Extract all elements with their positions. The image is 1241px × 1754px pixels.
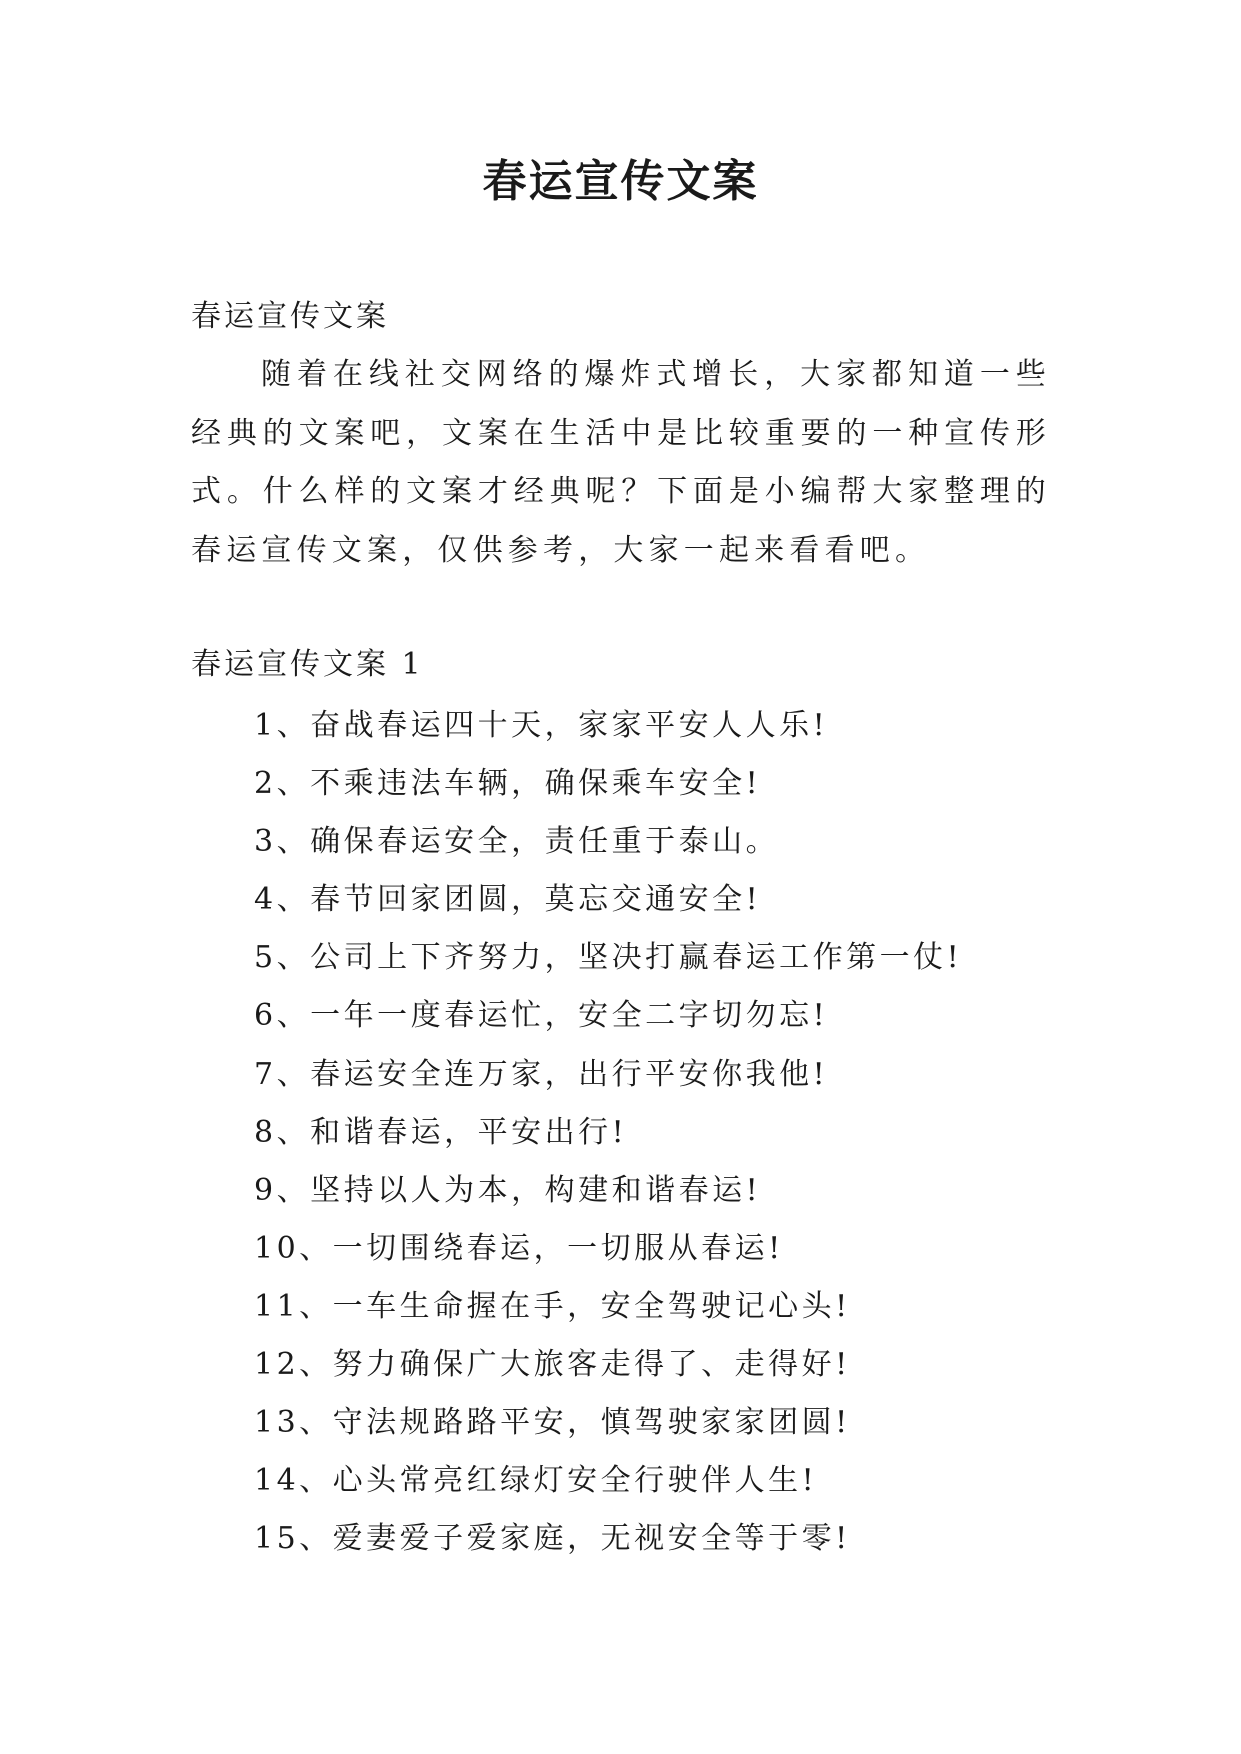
slogan-list xyxy=(254,697,962,1568)
list-item: 10、一切围绕春运，一切服从春运! xyxy=(254,1230,784,1266)
document-subtitle: 春运宣传文案 xyxy=(191,299,389,334)
list-item: 8、和谐春运，平安出行! xyxy=(254,1114,628,1150)
list-item: 9、坚持以人为本，构建和谐春运! xyxy=(254,1172,762,1208)
list-item: 4、春节回家团圆，莫忘交通安全! xyxy=(254,882,762,918)
list-item: 6、一年一度春运忙，安全二字切勿忘! xyxy=(254,998,829,1034)
list-item: 3、确保春运安全，责任重于泰山。 xyxy=(254,824,780,860)
intro-paragraph: 随着在线社交网络的爆炸式增长，大家都知道一些经典的文案吧，文案在生活中是比较重要的一种宣传形式。什么样的文案才经典呢？下面是小编帮大家整理的春运宣传文案，仅供参考，大家一起来看看吧。 xyxy=(191,357,1051,568)
list-item: 11、一车生命握在手，安全驾驶记心头! xyxy=(254,1288,851,1324)
list-item: 12、努力确保广大旅客走得了、走得好! xyxy=(254,1347,851,1383)
document-title: 春运宣传文案 xyxy=(482,156,759,207)
list-item: 14、心头常亮红绿灯安全行驶伴人生! xyxy=(254,1463,818,1499)
list-item: 5、公司上下齐努力，坚决打赢春运工作第一仗! xyxy=(254,940,963,976)
list-item: 7、春运安全连万家，出行平安你我他! xyxy=(254,1056,829,1092)
list-item: 13、守法规路路平安，慎驾驶家家团圆! xyxy=(254,1405,851,1441)
section-heading: 春运宣传文案 1 xyxy=(191,647,424,682)
list-item: 2、不乘违法车辆，确保乘车安全! xyxy=(254,766,762,802)
list-item: 1、奋战春运四十天，家家平安人人乐! xyxy=(254,708,829,743)
list-item: 15、爱妻爱子爱家庭，无视安全等于零! xyxy=(254,1521,851,1557)
